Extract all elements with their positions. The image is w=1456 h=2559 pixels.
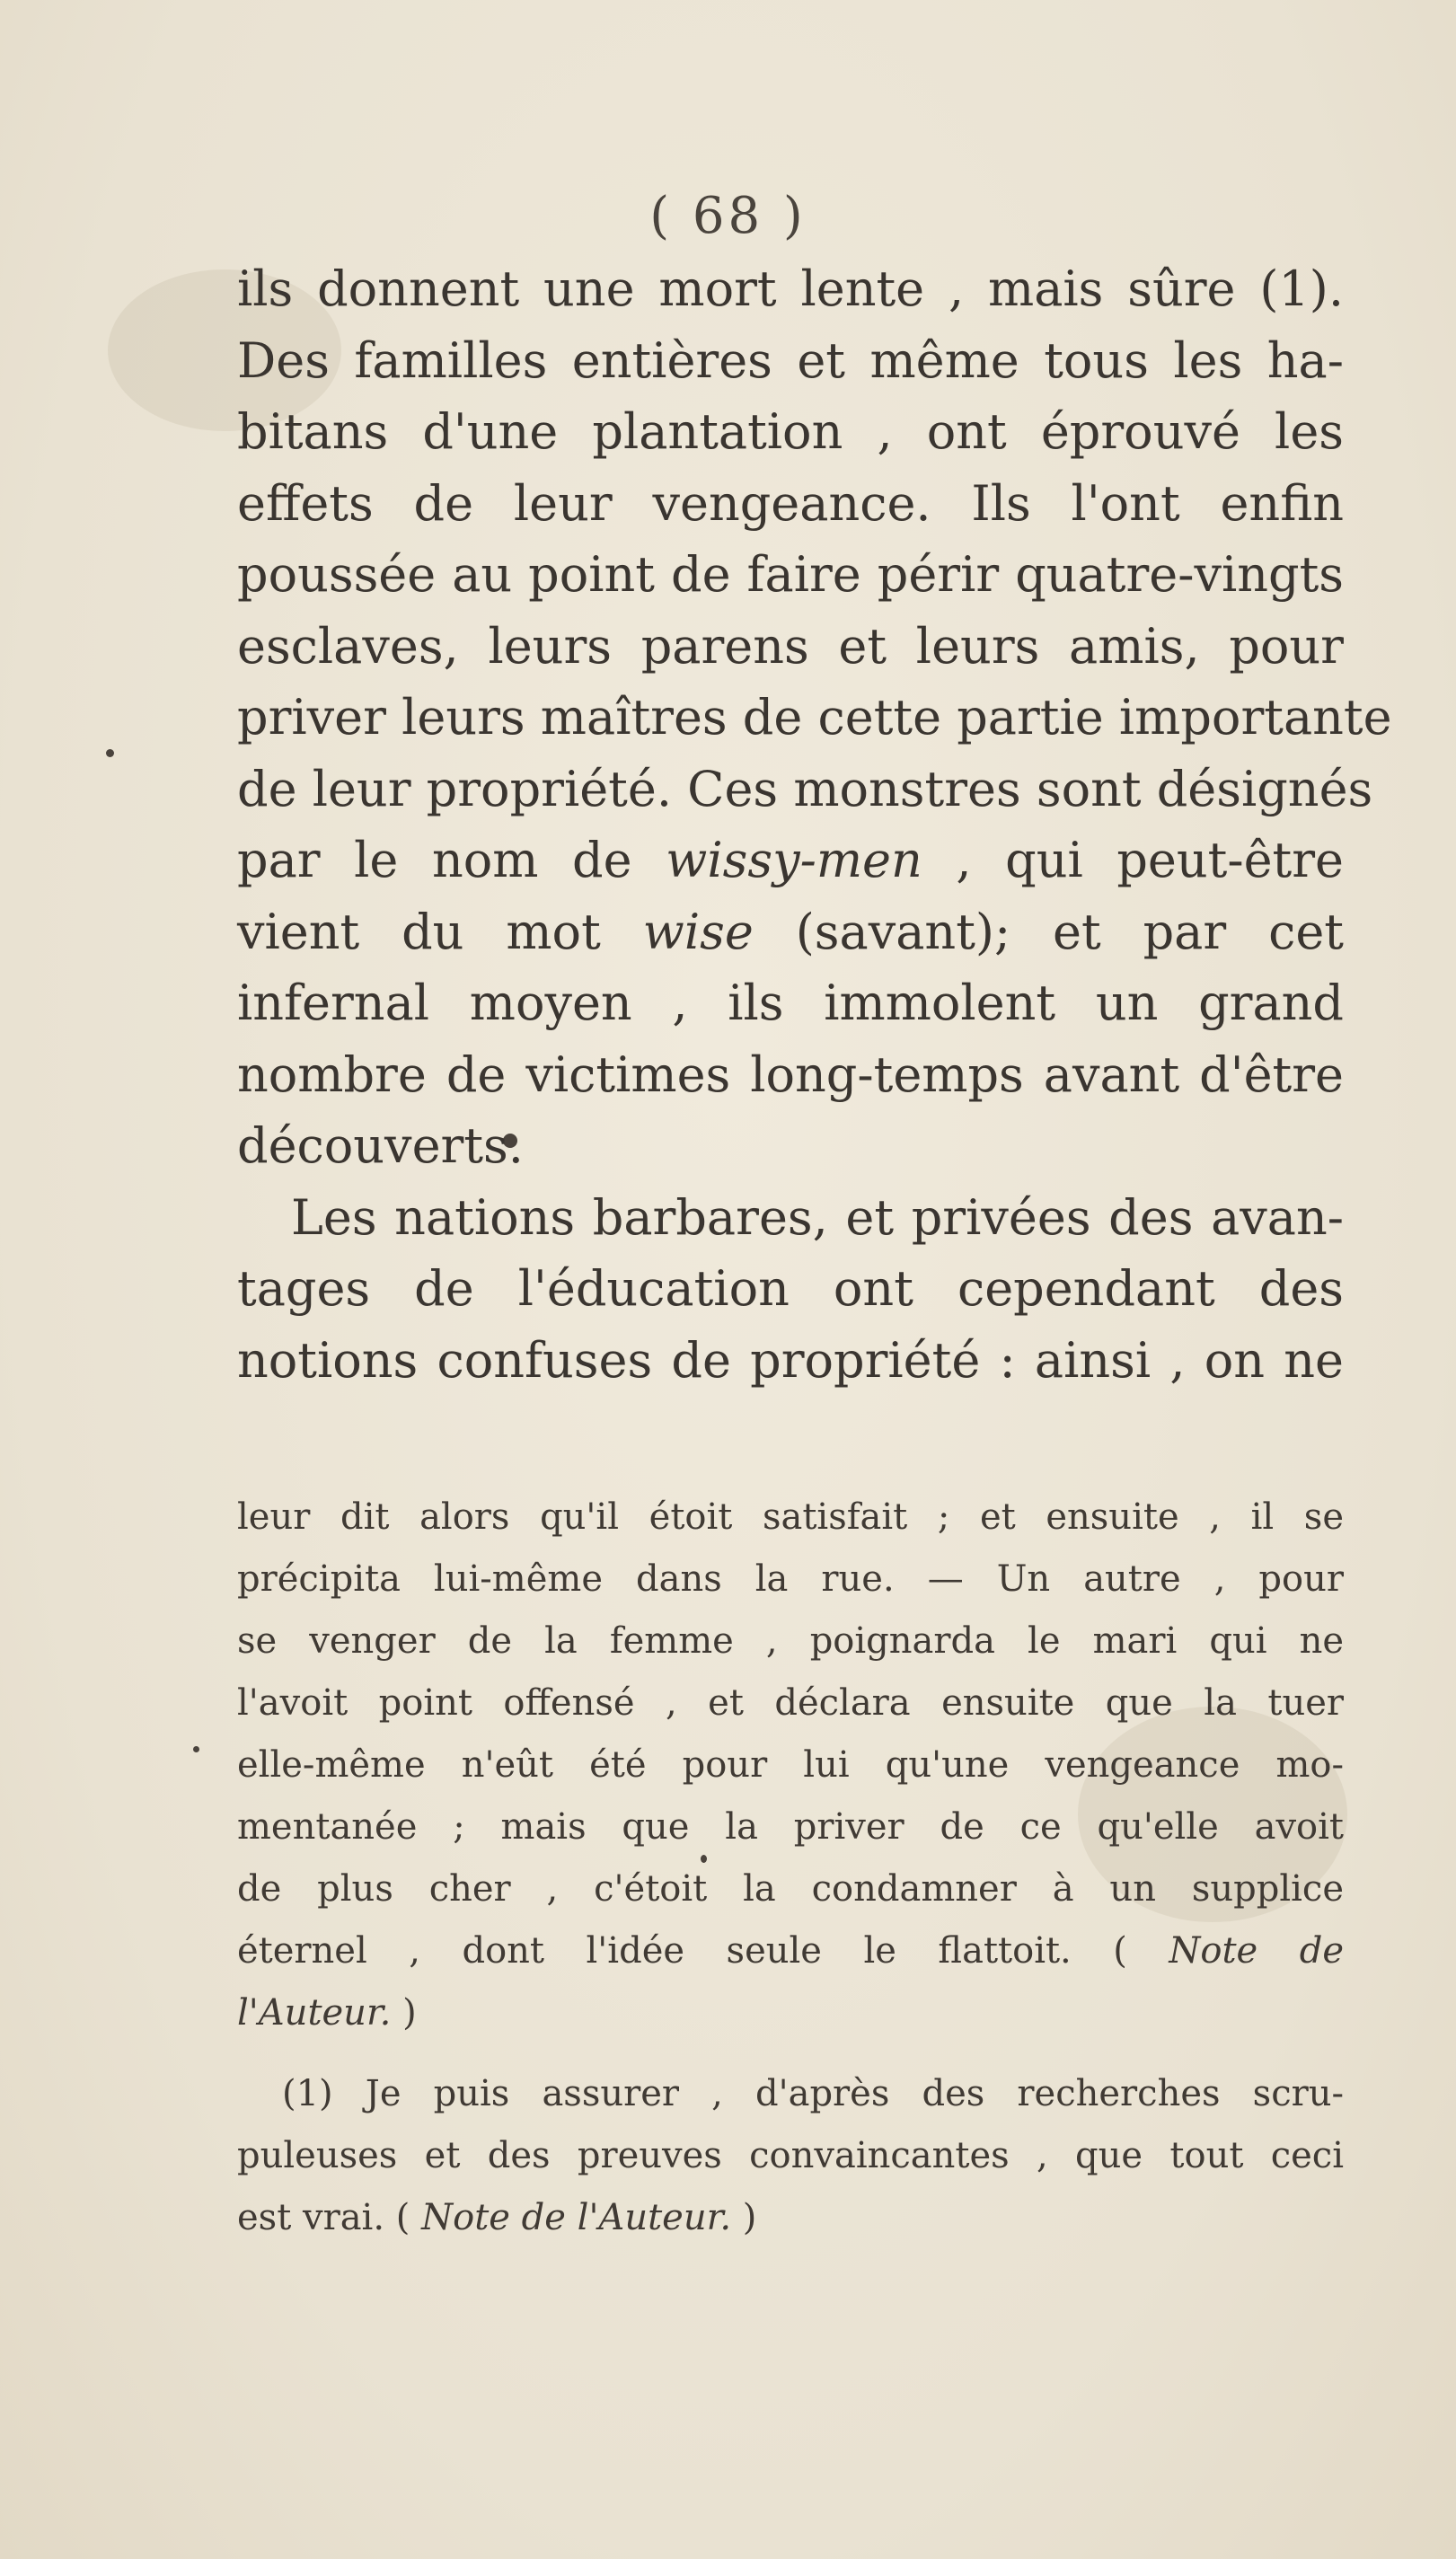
note-line: l'avoit point offensé , et déclara ensuite que la tuer: [237, 1682, 1344, 1724]
text-segment: , qui peut-être: [922, 832, 1344, 888]
text-line: ils donnent une mort lente , mais sûre (1).: [237, 260, 1344, 317]
text-line: découverts.: [237, 1117, 524, 1174]
footnote-line: (1) Je puis assurer , d'après des recherches scru-: [282, 2073, 1344, 2114]
text-segment: par le nom de: [237, 832, 666, 888]
text-line: de leur propriété. Ces monstres sont désignés: [237, 760, 1373, 817]
text-line: [237, 896, 1344, 968]
text-segment: ): [391, 1992, 417, 2034]
note-line: [237, 1920, 1344, 1982]
paragraph-start: Les nations barbares, et privées des avan-: [291, 1188, 1344, 1246]
text-line: infernal moyen , ils immolent un grand: [237, 975, 1344, 1031]
page-number: ( 68 ): [649, 187, 807, 245]
text-segment: (savant); et par cet: [753, 903, 1344, 960]
note-line: précipita lui-même dans la rue. — Un autre , pour: [237, 1558, 1344, 1600]
author-note: l'Auteur.: [237, 1992, 392, 2034]
quoted-note: [237, 1487, 1344, 2044]
italic-term: wissy-men: [666, 832, 922, 888]
text-line: Des familles entières et même tous les ha-: [237, 331, 1344, 389]
note-line: mentanée ; mais que la priver de ce qu'elle avoit: [237, 1806, 1344, 1848]
italic-term: wise: [642, 903, 754, 960]
author-note: Note de: [1169, 1930, 1344, 1972]
text-line: esclaves, leurs parens et leurs amis, pour: [237, 617, 1344, 675]
text-segment: éternel , dont l'idée seule le flattoit. (: [237, 1930, 1169, 1972]
ink-speck: [106, 749, 114, 757]
text-line: poussée au point de faire périr quatre-vingts: [237, 546, 1344, 603]
text-line: priver leurs maîtres de cette partie importante: [237, 689, 1392, 746]
footnote: [237, 2063, 1344, 2249]
footnote-line: [237, 2187, 1344, 2249]
author-note: Note de l'Auteur.: [421, 2197, 732, 2238]
text-line: nombre de victimes long-temps avant d'être: [237, 1046, 1344, 1103]
text-line: effets de leur vengeance. Ils l'ont enfin: [237, 474, 1344, 532]
text-line: notions confuses de propriété : ainsi , on ne: [237, 1331, 1344, 1389]
note-line: leur dit alors qu'il étoit satisfait ; et ensuite , il se: [237, 1496, 1344, 1538]
text-segment: vient du mot: [237, 903, 643, 960]
text-line: tages de l'éducation ont cependant des: [237, 1260, 1344, 1317]
text-line: bitans d'une plantation , ont éprouvé les: [237, 403, 1344, 460]
note-line: elle-même n'eût été pour lui qu'une vengeance mo-: [237, 1744, 1344, 1786]
text-segment: est vrai. (: [237, 2197, 422, 2238]
note-line: [237, 1982, 1344, 2044]
text-segment: ): [731, 2197, 757, 2238]
note-line: de plus cher , c'étoit la condamner à un supplice: [237, 1868, 1344, 1910]
footnote-line: puleuses et des preuves convaincantes , que tout ceci: [237, 2135, 1344, 2176]
note-line: se venger de la femme , poignarda le mari qui ne: [237, 1620, 1344, 1662]
ink-speck: [193, 1746, 199, 1752]
main-text: [237, 253, 1392, 1396]
text-line: [237, 825, 1344, 896]
